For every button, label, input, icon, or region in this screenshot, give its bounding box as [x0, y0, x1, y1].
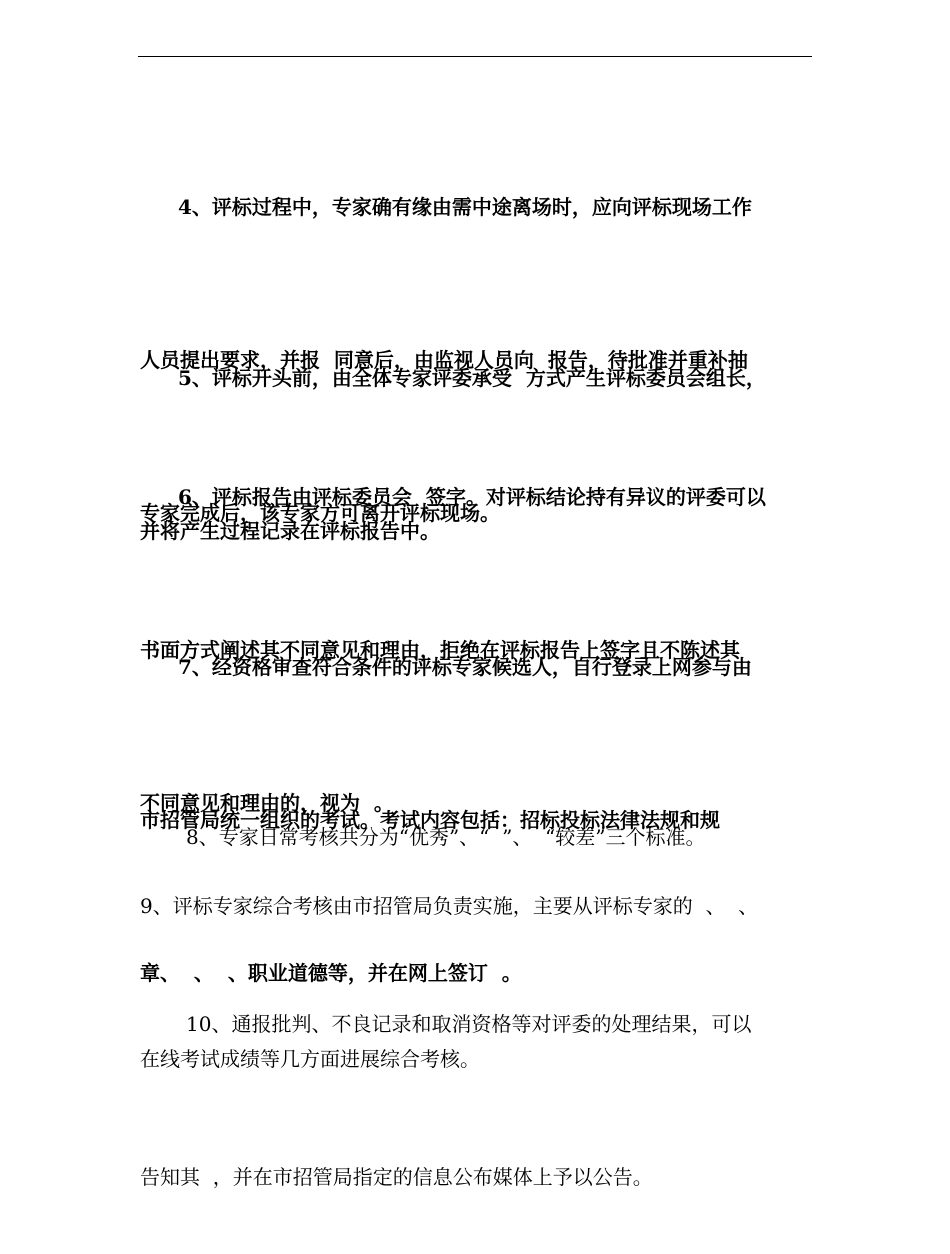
paragraph-line: 9、评标专家综合考核由市招管局负责实施，主要从评标专家的 、 、 [140, 894, 759, 918]
paragraph-line: 4、评标过程中，专家确有缘由需中途离场时，应向评标现场工作 [178, 195, 752, 219]
paragraph-line: 书面方式阐述其不同意见和理由，拒绝在评标报告上签字且不陈述其 [140, 638, 740, 662]
paragraph-line: 不同意见和理由的，视为 。 [140, 791, 394, 815]
paragraph-line: 8、专家日常考核共分为“优秀”、“ ”、 “较差”三个标准。 [186, 825, 706, 849]
paragraph-line: 6、评标报告由评标委员会 签字。对评标结论持有异议的评委可以 [178, 485, 766, 509]
paragraph-line: 在线考试成绩等几方面进展综合考核。 [140, 1047, 480, 1071]
paragraph-line: 10、通报批判、不良记录和取消资格等对评委的处理结果，可以 [186, 1012, 752, 1036]
paragraph-line: 专家完成后，该专家方可离开评标现场。 [140, 501, 500, 525]
paragraph-line: 7、经资格审查符合条件的评标专家候选人，自行登录上网参与由 [178, 655, 752, 679]
paragraph-line: 市招管局统一组织的考试。考试内容包括：招标投标法律法规和规 [140, 808, 720, 832]
header-rule [138, 56, 812, 57]
paragraph-line: 章、 、 、职业道德等，并在网上签订 。 [140, 961, 522, 985]
paragraph-10 [0, 897, 950, 1254]
paragraph-line: 人员提出要求，并报 同意后，由监视人员向 报告，待批准并重补抽 [140, 348, 748, 372]
paragraph-line: 告知其 ，并在市招管局指定的信息公布媒体上予以公告。 [140, 1165, 653, 1189]
paragraph-line: 5、评标开头前，由全体专家评委承受 方式产生评标委员会组长， [178, 366, 766, 390]
paragraph-line: 并将产生过程记录在评标报告中。 [140, 519, 440, 543]
